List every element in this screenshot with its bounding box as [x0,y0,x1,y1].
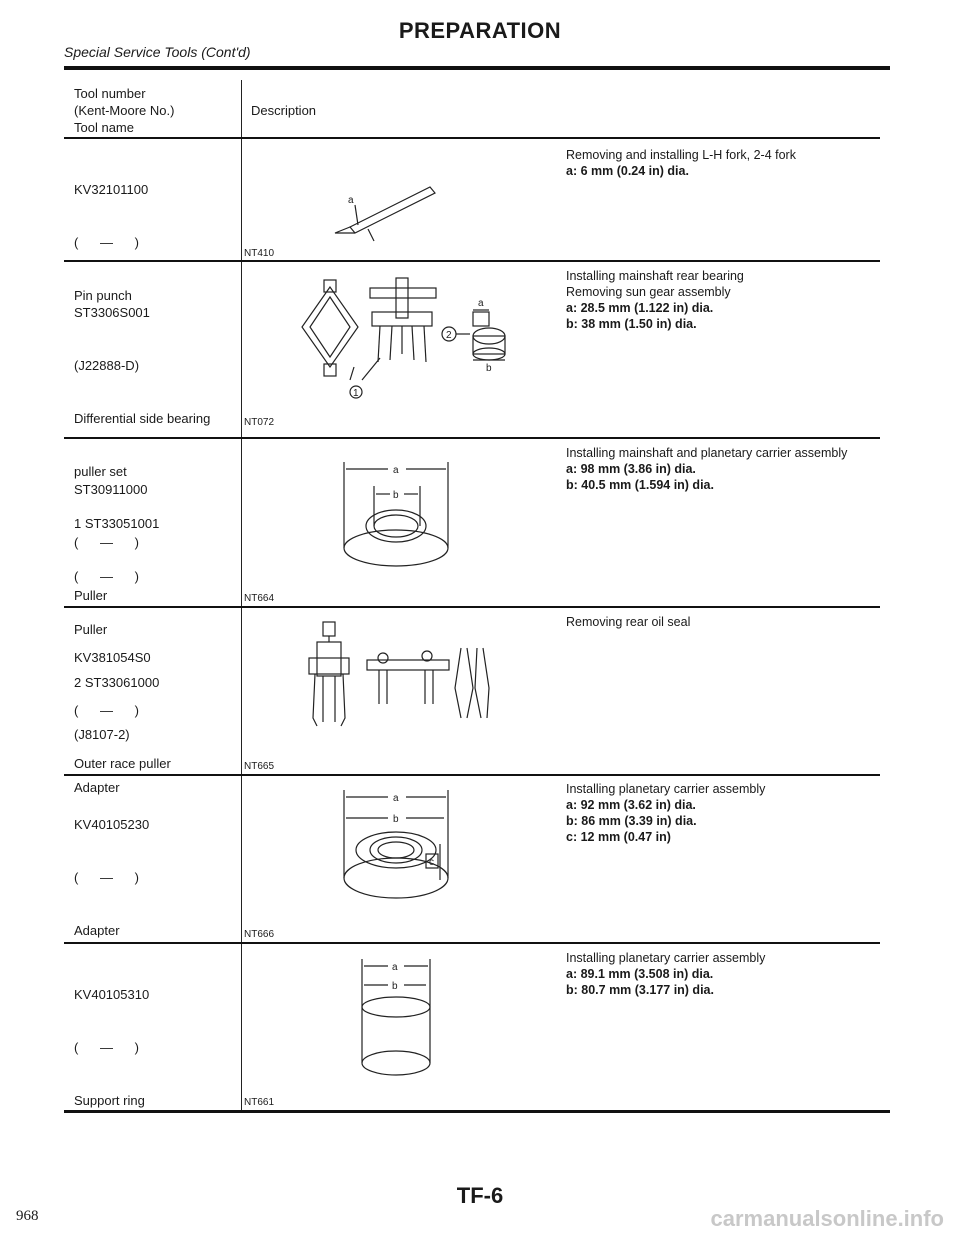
description-line: Installing mainshaft rear bearing [566,269,744,283]
watermark: carmanualsonline.info [710,1206,944,1231]
table-bottom-rule [64,1110,890,1113]
figure-code: NT661 [244,1097,275,1108]
col2-header: Description [251,103,317,118]
col1-header [74,85,174,136]
dimension-label-b: b [393,814,399,825]
tool-name: Pin punch [74,287,132,303]
spec-line: b: 86 mm (3.39 in) dia. [566,814,697,828]
sub-tool-name: Puller [74,621,108,637]
tool-name: Support ring [74,1092,145,1108]
description-line: Removing sun gear assembly [566,285,731,299]
spec-line: a: 98 mm (3.86 in) dia. [566,462,696,476]
support-ring-illustration [350,955,450,1085]
sub-tool-number: 2 ST33061000 [74,674,160,690]
dimension-label-a: a [393,793,399,804]
column-divider [241,80,242,1112]
figure-code: NT410 [244,248,275,259]
spec-line: a: 92 mm (3.62 in) dia. [566,798,696,812]
row-separator [64,137,880,139]
figure-code: NT664 [244,593,275,604]
kent-moore-no: ( — ) [74,702,139,718]
tool-description [566,268,744,332]
dimension-label-a: a [478,298,484,309]
tool-info-st30911000 [74,446,148,622]
description-line: Removing and installing L-H fork, 2-4 fork [566,148,796,162]
sub-tool-name: Adapter [74,780,120,796]
kent-moore-no: ( — ) [74,869,139,885]
col1-header-line: Tool number [74,86,146,101]
description-line: Installing planetary carrier assembly [566,782,766,796]
page-code: TF-6 [456,1183,504,1208]
figure-code: NT072 [244,417,275,428]
description-line: Removing rear oil seal [566,615,691,629]
spec-line: b: 38 mm (1.50 in) dia. [566,317,697,331]
row-separator [64,606,880,608]
puller-ring-illustration [330,458,460,578]
spec-line: c: 12 mm (0.47 in) [566,830,671,844]
dimension-label-a: a [348,195,354,206]
tool-description [566,445,847,493]
dimension-label-a: a [393,465,399,476]
row-separator [64,260,880,262]
tool-name: Outer race puller [74,755,171,771]
spec-line: a: 89.1 mm (3.508 in) dia. [566,967,714,981]
dimension-label-b: b [486,363,492,374]
tool-info-kv40105230 [74,781,149,957]
description-line: Installing planetary carrier assembly [566,951,766,965]
tool-number: ST3306S001 [74,305,150,321]
tool-number: ST30911000 [74,482,148,498]
dimension-label-b: b [393,490,399,501]
page-number: 968 [16,1208,39,1224]
side-bearing-puller-illustration [290,272,520,412]
kent-moore-no: ( — ) [74,234,139,250]
spec-line: b: 40.5 mm (1.594 in) dia. [566,478,714,492]
tool-description [566,147,796,179]
header-rule [64,66,890,70]
figure-code: NT665 [244,761,275,772]
tool-description [566,781,765,845]
callout-1: 1 [353,388,359,399]
section-subtitle: Special Service Tools (Cont'd) [64,44,251,60]
tool-number: KV32101100 [74,182,149,198]
adapter-ring-illustration [330,788,460,913]
kent-moore-no: ( — ) [74,534,139,550]
col1-header-line: Tool name [74,120,134,135]
tool-name: Differential side bearing [74,410,211,426]
spec-line: b: 80.7 mm (3.177 in) dia. [566,983,714,997]
dimension-label-b: b [392,981,398,992]
tool-info-kv40105310 [74,951,149,1127]
tool-info-kv381054s0 [74,614,171,790]
kent-moore-no: ( — ) [74,1039,139,1055]
row-separator [64,437,880,439]
tool-number: KV381054S0 [74,650,151,666]
page-title: PREPARATION [398,18,562,43]
kent-moore-no: (J8107-2) [74,727,130,743]
pin-punch-illustration [310,175,460,245]
description-line: Installing mainshaft and planetary carrier assembly [566,446,848,460]
tool-name: Adapter [74,922,120,938]
tool-name: puller set [74,463,127,479]
tool-name: Puller [74,587,108,603]
spec-line: a: 28.5 mm (1.122 in) dia. [566,301,714,315]
tool-description [566,950,765,998]
dimension-label-c: c [429,857,434,868]
outer-race-puller-illustration [295,618,515,743]
tool-number: KV40105310 [74,987,150,1003]
kent-moore-no: (J22888-D) [74,357,140,373]
spec-line: a: 6 mm (0.24 in) dia. [566,164,689,178]
row-separator [64,942,880,944]
callout-2: 2 [446,330,452,341]
sub-tool-number: 1 ST33051001 [74,516,160,532]
dimension-label-a: a [392,962,398,973]
kent-moore-no: ( — ) [74,569,139,585]
tool-number: KV40105230 [74,817,150,833]
col1-header-line: (Kent-Moore No.) [74,103,175,118]
tool-description [566,614,690,630]
figure-code: NT666 [244,929,275,940]
row-separator [64,774,880,776]
